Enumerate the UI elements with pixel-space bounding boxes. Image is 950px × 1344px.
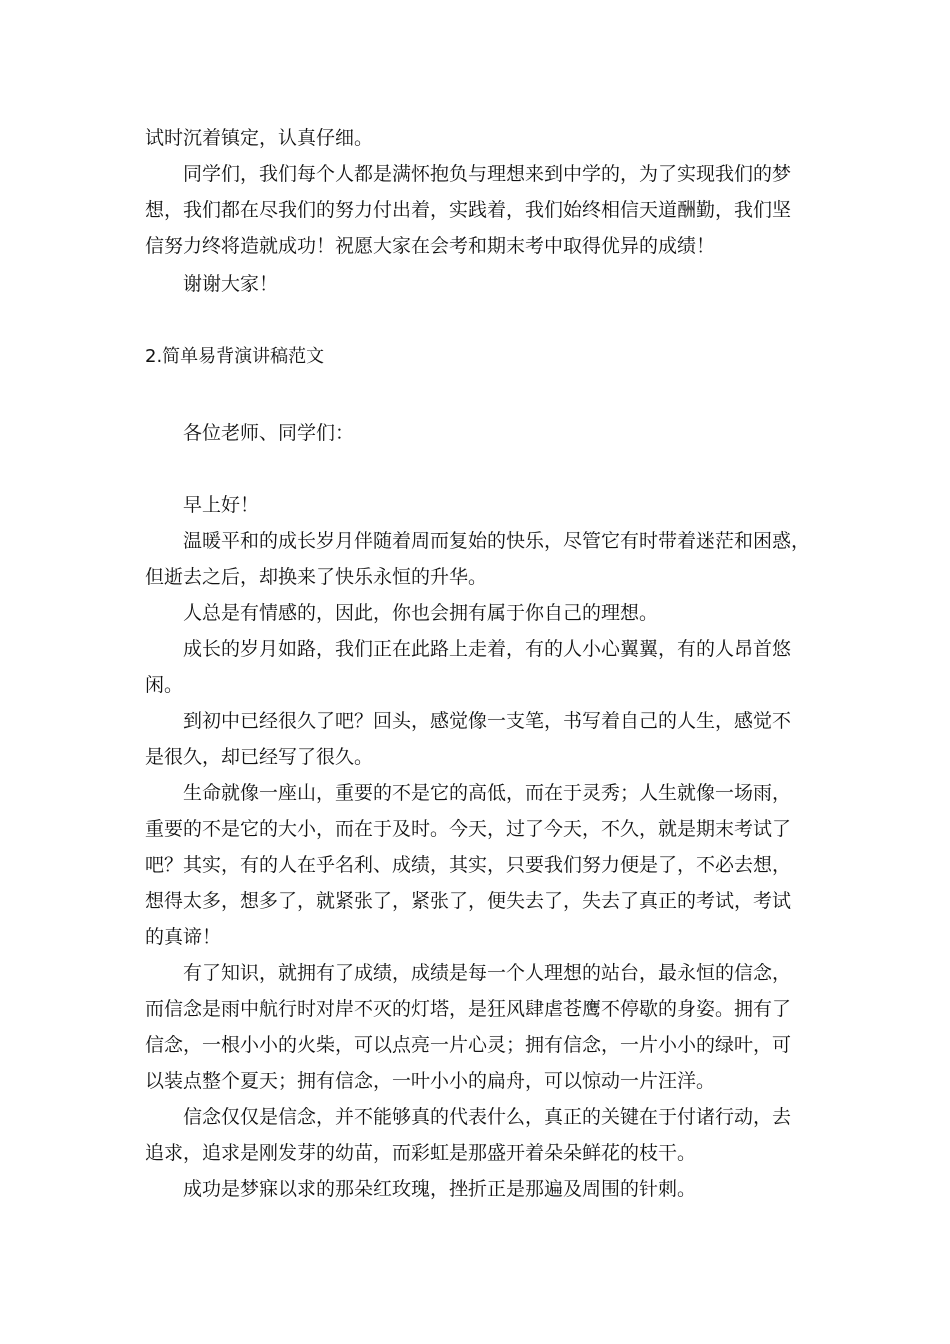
paragraph-line: 成功是梦寐以求的那朵红玫瑰，挫折正是那遍及周围的针刺。 <box>183 1178 697 1200</box>
greeting-line: 各位老师、同学们： <box>183 422 355 444</box>
paragraph-line: 但逝去之后，却换来了快乐永恒的升华。 <box>145 566 488 588</box>
paragraph-line: 信念，一根小小的火柴，可以点亮一片心灵；拥有信念，一片小小的绿叶，可 <box>145 1034 792 1056</box>
paragraph-line: 成长的岁月如路，我们正在此路上走着，有的人小心翼翼，有的人昂首悠 <box>183 638 792 660</box>
paragraph-line: 有了知识，就拥有了成绩，成绩是每一个人理想的站台，最永恒的信念， <box>183 962 792 984</box>
paragraph-line: 以装点整个夏天；拥有信念，一叶小小的扁舟，可以惊动一片汪洋。 <box>145 1070 716 1092</box>
paragraph-line: 信努力终将造就成功！祝愿大家在会考和期末考中取得优异的成绩！ <box>145 235 716 257</box>
paragraph-line: 人总是有情感的，因此，你也会拥有属于你自己的理想。 <box>183 602 659 624</box>
paragraph-line: 同学们，我们每个人都是满怀抱负与理想来到中学的，为了实现我们的梦 <box>183 163 792 185</box>
paragraph-line: 而信念是雨中航行时对岸不灭的灯塔，是狂风肆虐苍鹰不停歇的身姿。拥有了 <box>145 998 792 1020</box>
paragraph-line: 吧？其实，有的人在乎名利、成绩，其实，只要我们努力便是了，不必去想， <box>145 854 792 876</box>
paragraph-line: 温暖平和的成长岁月伴随着周而复始的快乐，尽管它有时带着迷茫和困惑， <box>183 530 811 552</box>
paragraph-line: 想，我们都在尽我们的努力付出着，实践着，我们始终相信天道酬勤，我们坚 <box>145 199 792 221</box>
paragraph-line: 谢谢大家！ <box>183 273 279 295</box>
section-heading: 2.简单易背演讲稿范文 <box>145 346 325 367</box>
paragraph-line: 信念仅仅是信念，并不能够真的代表什么，真正的关键在于付诸行动，去 <box>183 1106 792 1128</box>
paragraph-line: 闲。 <box>145 674 184 696</box>
paragraph-line: 追求，追求是刚发芽的幼苗，而彩虹是那盛开着朵朵鲜花的枝干。 <box>145 1142 697 1164</box>
paragraph-line: 的真谛！ <box>145 926 222 948</box>
good-morning-line: 早上好！ <box>183 494 260 516</box>
paragraph-line: 到初中已经很久了吧？回头，感觉像一支笔，书写着自己的人生，感觉不 <box>183 710 792 732</box>
paragraph-line: 重要的不是它的大小，而在于及时。今天，过了今天，不久，就是期末考试了 <box>145 818 792 840</box>
paragraph-line: 试时沉着镇定，认真仔细。 <box>145 127 374 149</box>
paragraph-line: 想得太多，想多了，就紧张了，紧张了，便失去了，失去了真正的考试，考试 <box>145 890 792 912</box>
paragraph-line: 是很久，却已经写了很久。 <box>145 746 374 768</box>
paragraph-line: 生命就像一座山，重要的不是它的高低，而在于灵秀；人生就像一场雨， <box>183 782 792 804</box>
